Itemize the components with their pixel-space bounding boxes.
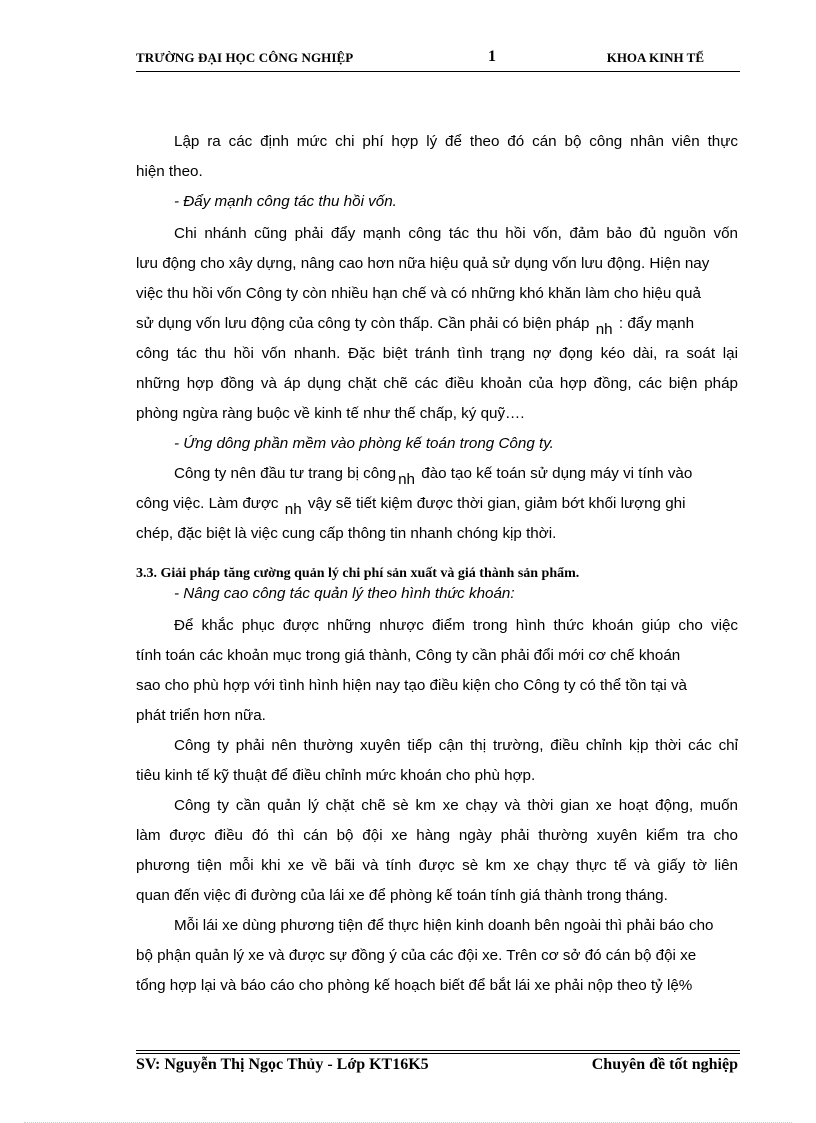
header-rule: [136, 71, 740, 72]
text-line: Công ty cần quản lý chặt chẽ sè km xe chạy và thời gian xe hoạt động, muốn: [174, 797, 738, 814]
text-line: bộ phận quản lý xe và được sự đồng ý của các đội xe. Trên cơ sở đó cán bộ đội xe: [136, 947, 697, 964]
stray-text: nh: [284, 501, 302, 518]
text-segment: sử dụng vốn lưu động của công ty còn thấp. Cần phải có biện pháp: [136, 315, 590, 332]
text-line: tính toán các khoản mục trong giá thành, Công ty cần phải đổi mới cơ chế khoán: [136, 647, 681, 664]
text-line: phương tiện mỗi khi xe về bãi và tính được sè km xe chạy thực tế và giấy tờ liên: [136, 857, 738, 874]
text-line: Mỗi lái xe dùng phương tiện để thực hiện kinh doanh bên ngoài thì phải báo cho: [174, 917, 714, 934]
footer-rule: [136, 1050, 740, 1051]
text-line: công tác thu hồi vốn nhanh. Đặc biệt tránh tình trạng nợ đọng kéo dài, ra soát lại: [136, 345, 738, 362]
text-line: phòng ngừa ràng buộc về kinh tế như thế chấp, ký quỹ….: [136, 405, 525, 422]
text-line: [174, 464, 693, 488]
text-line: những hợp đồng và áp dụng chặt chẽ các điều khoản của hợp đồng, các biện pháp: [136, 375, 738, 392]
text-line: hiện theo.: [136, 163, 203, 180]
text-line: sao cho phù hợp với tình hình hiện nay tạo điều kiện cho Công ty có thể tồn tại và: [136, 677, 687, 694]
text-line: Để khắc phục được những nhược điểm trong hình thức khoán giúp cho việc: [174, 617, 738, 634]
text-line: [136, 314, 695, 338]
stray-text: nh: [398, 471, 416, 488]
page-header: [136, 50, 740, 72]
page-number: 1: [488, 48, 496, 65]
text-line: Chi nhánh cũng phải đẩy mạnh công tác thu hồi vốn, đảm bảo đủ nguồn vốn: [174, 225, 738, 242]
subheading: - Đẩy mạnh công tác thu hồi vốn.: [174, 193, 397, 210]
faculty-name: KHOA KINH TẾ: [606, 50, 704, 65]
text-segment: Công ty nên đầu tư trang bị công: [174, 465, 397, 482]
stray-text: nh: [595, 321, 613, 338]
text-line: quan đến việc đi đường của lái xe để phòng kế toán tính giá thành trong tháng.: [136, 887, 668, 904]
text-segment: đào tạo kế toán sử dụng máy vi tính vào: [421, 465, 693, 482]
footer-rule: [136, 1053, 740, 1054]
text-segment: vậy sẽ tiết kiệm được thời gian, giảm bớt khối lượng ghi: [307, 495, 686, 512]
school-name: TRƯỜNG ĐẠI HỌC CÔNG NGHIỆP: [136, 50, 354, 65]
student-info: SV: Nguyễn Thị Ngọc Thủy - Lớp KT16K5: [136, 1056, 429, 1073]
subheading: - Nâng cao công tác quản lý theo hình thức khoán:: [174, 585, 515, 602]
thesis-title: Chuyên đề tốt nghiệp: [591, 1056, 738, 1073]
text-line: Công ty phải nên thường xuyên tiếp cận thị trường, điều chỉnh kịp thời các chỉ: [174, 737, 738, 754]
section-heading: 3.3. Giải pháp tăng cường quản lý chi phí sản xuất và giá thành sản phẩm.: [136, 566, 580, 581]
text-line: [136, 494, 686, 518]
text-line: tiêu kinh tế kỹ thuật để điều chỉnh mức khoán cho phù hợp.: [136, 767, 536, 784]
text-segment: công việc. Làm được: [136, 495, 279, 512]
text-line: việc thu hồi vốn Công ty còn nhiều hạn chế và có những khó khăn làm cho hiệu quả: [136, 285, 701, 302]
text-line: Lập ra các định mức chi phí hợp lý để theo đó cán bộ công nhân viên thực: [174, 133, 738, 150]
text-segment: : đẩy mạnh: [618, 315, 695, 332]
subheading: - Ứng dông phần mềm vào phòng kế toán trong Công ty.: [174, 435, 554, 452]
text-line: làm được điều đó thì cán bộ đội xe hàng ngày phải thường xuyên kiểm tra cho: [136, 827, 738, 844]
text-line: phát triển hơn nữa.: [136, 707, 266, 724]
text-line: lưu động cho xây dựng, nâng cao hơn nữa hiệu quả sử dụng vốn lưu động. Hiện nay: [136, 255, 710, 272]
text-line: chép, đặc biệt là việc cung cấp thông tin nhanh chóng kịp thời.: [136, 525, 557, 542]
text-line: tổng hợp lại và báo cáo cho phòng kế hoạch biết để bắt lái xe phải nộp theo tỷ lệ%: [136, 977, 693, 994]
